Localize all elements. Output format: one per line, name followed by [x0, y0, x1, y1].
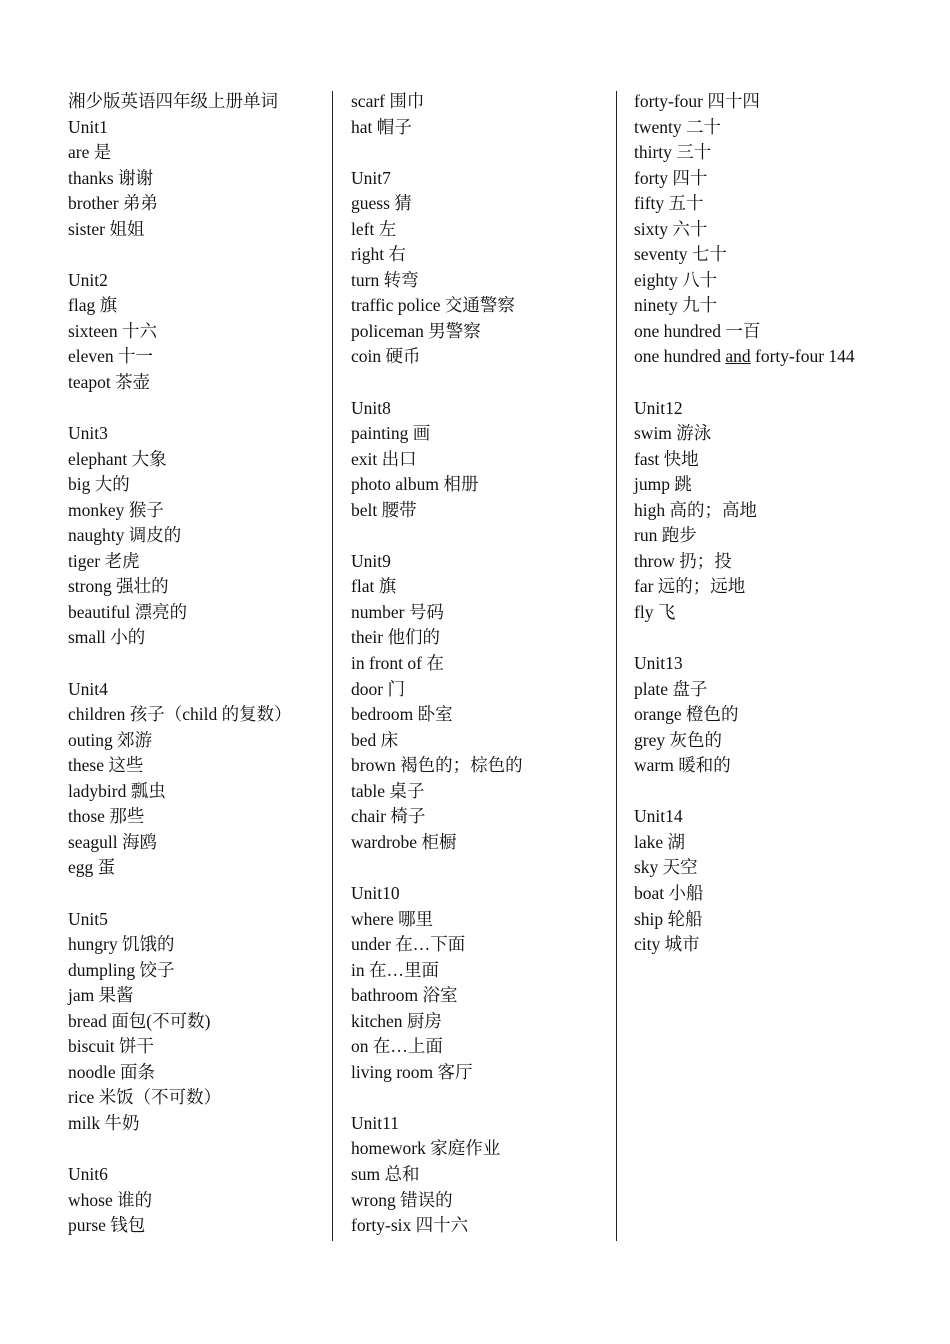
vocab-line: biscuit 饼干 — [68, 1036, 155, 1057]
vocab-line: painting 画 — [351, 423, 431, 444]
vocab-line: hat 帽子 — [351, 116, 412, 137]
vocab-line: ninety 九十 — [634, 295, 718, 316]
vocab-line: jam 果酱 — [68, 985, 134, 1006]
blank-line — [351, 855, 613, 881]
vocab-line: table 桌子 — [351, 780, 425, 801]
vocab-line: twenty 二十 — [634, 116, 722, 137]
vocab-line: seagull 海鸥 — [68, 831, 157, 852]
vocab-line: sixteen 十六 — [68, 320, 157, 341]
vocab-line: sixty 六十 — [634, 218, 708, 239]
vocab-line: lake 湖 — [634, 831, 686, 852]
vocab-line: their 他们的 — [351, 627, 440, 648]
vocab-line: photo album 相册 — [351, 474, 479, 495]
vocab-line: wrong 错误的 — [351, 1189, 453, 1210]
column-divider — [332, 91, 333, 1241]
vocab-line: run 跑步 — [634, 525, 697, 546]
blank-line — [68, 396, 330, 422]
vocab-line: far 远的；远地 — [634, 576, 746, 597]
vocab-line: big 大的 — [68, 474, 130, 495]
vocab-line: those 那些 — [68, 806, 145, 827]
blank-line — [351, 523, 613, 549]
page-title: 湘少版英语四年级上册单词 — [68, 91, 278, 111]
unit-heading: Unit1 — [68, 116, 108, 137]
blank-line — [68, 651, 330, 677]
vocab-line: chair 椅子 — [351, 806, 426, 827]
vocab-line: tiger 老虎 — [68, 550, 140, 571]
vocab-line: grey 灰色的 — [634, 729, 722, 750]
blank-line — [68, 881, 330, 907]
vocab-line: homework 家庭作业 — [351, 1138, 501, 1159]
vocab-line: number 号码 — [351, 601, 444, 622]
column-1 — [68, 89, 330, 1239]
vocab-line: forty-six 四十六 — [351, 1215, 469, 1236]
vocab-line: ladybird 瓢虫 — [68, 780, 166, 801]
unit-heading: Unit2 — [68, 269, 108, 290]
vocab-text: one hundred — [634, 346, 726, 367]
underlined-word: and — [725, 346, 751, 367]
vocab-line: jump 跳 — [634, 474, 692, 495]
vocab-text: forty-four 144 — [750, 346, 855, 367]
blank-line — [351, 370, 613, 396]
vocab-line: in front of 在 — [351, 653, 444, 674]
vocab-line: egg 蛋 — [68, 857, 116, 878]
unit-heading: Unit8 — [351, 397, 391, 418]
unit-heading: Unit13 — [634, 653, 683, 674]
vocab-line: ship 轮船 — [634, 908, 703, 929]
vocab-line: whose 谁的 — [68, 1189, 153, 1210]
vocab-line — [634, 344, 934, 370]
blank-line — [68, 1136, 330, 1162]
vocab-line: eighty 八十 — [634, 269, 718, 290]
vocab-line: purse 钱包 — [68, 1215, 146, 1236]
vocab-line: throw 扔；投 — [634, 550, 732, 571]
vocab-line: where 哪里 — [351, 908, 434, 929]
vocab-line: plate 盘子 — [634, 678, 708, 699]
vocab-line: eleven 十一 — [68, 346, 154, 367]
vocab-line: in 在…里面 — [351, 959, 439, 980]
vocab-line: flat 旗 — [351, 576, 397, 597]
vocab-line: belt 腰带 — [351, 499, 417, 520]
vocab-line: turn 转弯 — [351, 269, 419, 290]
vocab-line: monkey 猴子 — [68, 499, 164, 520]
vocab-line: orange 橙色的 — [634, 704, 739, 725]
vocab-line: fast 快地 — [634, 448, 699, 469]
vocab-line: these 这些 — [68, 755, 144, 776]
vocab-line: dumpling 饺子 — [68, 959, 175, 980]
unit-heading: Unit3 — [68, 423, 108, 444]
unit-heading: Unit10 — [351, 882, 400, 903]
vocab-line: naughty 调皮的 — [68, 525, 182, 546]
vocab-line: small 小的 — [68, 627, 146, 648]
vocab-line: elephant 大象 — [68, 448, 167, 469]
vocab-line: door 门 — [351, 678, 405, 699]
vocab-line: hungry 饥饿的 — [68, 934, 175, 955]
vocab-line: living room 客厅 — [351, 1061, 473, 1082]
vocab-line: high 高的；高地 — [634, 499, 757, 520]
vocab-line: brown 褐色的；棕色的 — [351, 755, 523, 776]
blank-line — [351, 1085, 613, 1111]
column-3 — [634, 89, 934, 958]
vocab-line: rice 米饭（不可数） — [68, 1087, 222, 1108]
vocab-line: guess 猜 — [351, 193, 412, 214]
vocab-line: warm 暖和的 — [634, 755, 731, 776]
vocab-line: children 孩子（child 的复数） — [68, 704, 292, 725]
blank-line — [634, 625, 934, 651]
vocab-line: bed 床 — [351, 729, 399, 750]
vocab-line: beautiful 漂亮的 — [68, 601, 188, 622]
vocab-line: left 左 — [351, 218, 397, 239]
vocab-line: swim 游泳 — [634, 423, 712, 444]
blank-line — [634, 779, 934, 805]
unit-heading: Unit14 — [634, 806, 683, 827]
vocab-line: bread 面包(不可数) — [68, 1010, 211, 1031]
vocab-line: right 右 — [351, 244, 406, 265]
vocab-line: traffic police 交通警察 — [351, 295, 515, 316]
vocab-line: teapot 茶壶 — [68, 372, 151, 393]
column-2 — [351, 89, 613, 1239]
vocab-line: sky 天空 — [634, 857, 698, 878]
unit-heading: Unit11 — [351, 1112, 399, 1133]
vocab-line: coin 硬币 — [351, 346, 421, 367]
blank-line — [634, 370, 934, 396]
vocab-line: forty 四十 — [634, 167, 708, 188]
vocab-line: one hundred 一百 — [634, 320, 761, 341]
unit-heading: Unit5 — [68, 908, 108, 929]
vocab-line: brother 弟弟 — [68, 193, 158, 214]
vocab-line: seventy 七十 — [634, 244, 727, 265]
vocab-line: are 是 — [68, 142, 112, 163]
vocab-line: fly 飞 — [634, 601, 676, 622]
vocab-line: on 在…上面 — [351, 1036, 443, 1057]
vocab-line: milk 牛奶 — [68, 1112, 140, 1133]
vocab-line: sister 姐姐 — [68, 218, 145, 239]
vocab-line: exit 出口 — [351, 448, 417, 469]
unit-heading: Unit9 — [351, 550, 391, 571]
vocab-line: forty-four 四十四 — [634, 91, 760, 111]
column-divider — [616, 91, 617, 1241]
vocab-line: boat 小船 — [634, 882, 704, 903]
vocab-line: thirty 三十 — [634, 142, 712, 163]
unit-heading: Unit4 — [68, 678, 108, 699]
unit-heading: Unit6 — [68, 1163, 108, 1184]
vocab-line: strong 强壮的 — [68, 576, 169, 597]
vocab-line: wardrobe 柜橱 — [351, 831, 457, 852]
vocab-line: fifty 五十 — [634, 193, 704, 214]
vocab-line: bedroom 卧室 — [351, 704, 453, 725]
blank-line — [351, 140, 613, 166]
vocab-line: bathroom 浴室 — [351, 985, 458, 1006]
vocab-line: flag 旗 — [68, 295, 118, 316]
vocab-line: kitchen 厨房 — [351, 1010, 442, 1031]
unit-heading: Unit12 — [634, 397, 683, 418]
vocab-line: sum 总和 — [351, 1163, 420, 1184]
vocab-line: scarf 围巾 — [351, 91, 425, 111]
vocab-line: outing 郊游 — [68, 729, 153, 750]
vocab-line: noodle 面条 — [68, 1061, 156, 1082]
vocab-line: under 在…下面 — [351, 934, 466, 955]
blank-line — [68, 242, 330, 268]
vocab-line: city 城市 — [634, 934, 700, 955]
vocab-line: thanks 谢谢 — [68, 167, 154, 188]
vocab-line: policeman 男警察 — [351, 320, 481, 341]
unit-heading: Unit7 — [351, 167, 391, 188]
